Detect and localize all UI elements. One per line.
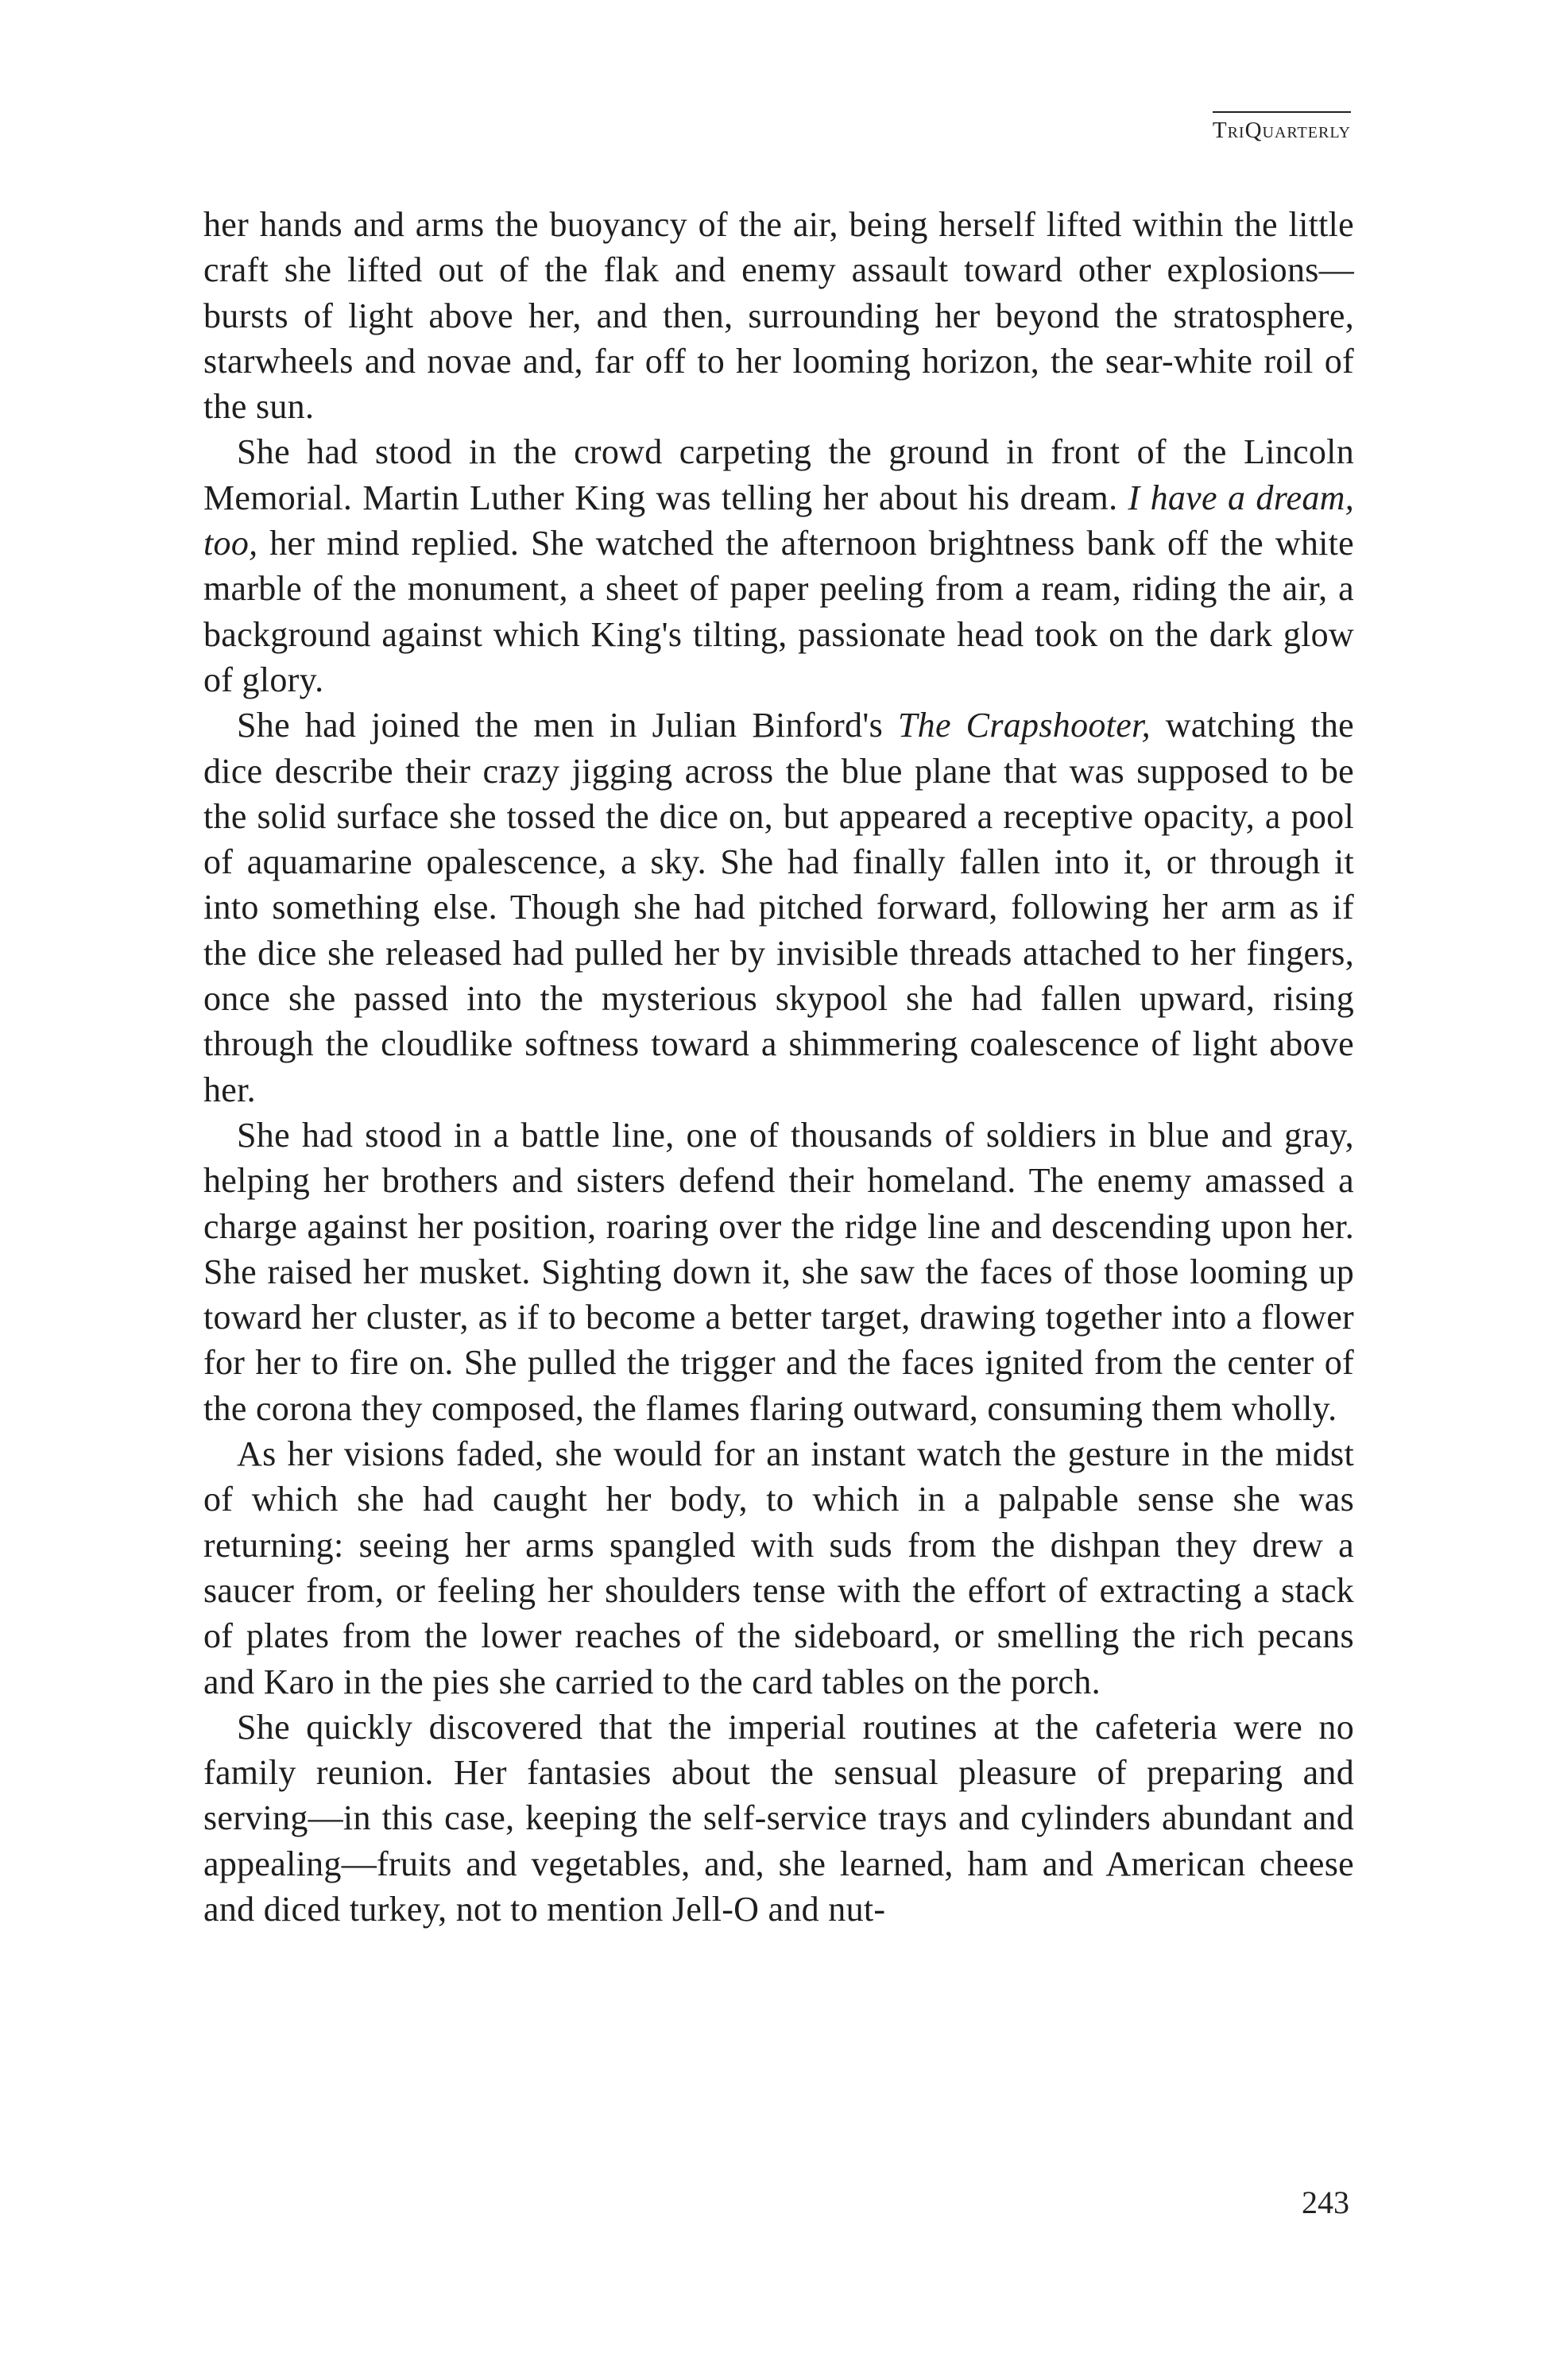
body-text (203, 202, 1354, 1932)
running-head: TriQuarterly (1213, 111, 1351, 147)
paragraph-2-italic: I have a dream, too, (203, 478, 1354, 563)
paragraph-2-lead: She had stood in the crowd carpeting the ground in front of the Lincoln Memorial. Martin Luther King was telling her about his dream. (203, 432, 1354, 517)
paragraph-6: She quickly discovered that the imperial routines at the cafeteria were no family reunion. Her fantasies about the sensual pleasure of preparing and serving—in this case, keeping the self-service trays and cylinders abundant and appealing—fruits and vegetables, and, she learned, ham and American cheese and diced turkey, not to mention Jell-O and nut- (203, 1707, 1354, 1929)
paragraph-5: As her visions faded, she would for an instant watch the gesture in the midst of which she had caught her body, to which in a palpable sense she was returning: seeing her arms spangled with suds from the dishpan they drew a saucer from, or feeling her shoulders tense with the effort of extracting a stack of plates from the lower reaches of the sideboard, or smelling the rich pecans and Karo in the pies she carried to the card tables on the porch. (203, 1434, 1354, 1701)
paragraph-3 (203, 702, 1354, 1113)
paragraph-3-lead: She had joined the men in Julian Binford's (237, 706, 898, 745)
paragraph-2-rest: her mind replied. She watched the afternoon brightness bank off the white marble of the monument, a sheet of paper peeling from a ream, riding the air, a background against which King's tilting, passionate head took on the dark glow of glory. (203, 524, 1354, 699)
paragraph-3-italic: The Crapshooter, (897, 706, 1151, 745)
paragraph-3-rest: watching the dice describe their crazy jigging across the blue plane that was supposed to be the solid surface she tossed the dice on, but appeared a receptive opacity, a pool of aquamarine opalescence, a sky. She had finally fallen into it, or through it into something else. Though she had pitched forward, following her arm as if the dice she released had pulled her by invisible threads attached to her fingers, once she passed into the mysterious skypool she had fallen upward, rising through the cloudlike softness toward a shimmering coalescence of light above her. (203, 706, 1354, 1109)
paragraph-2 (203, 429, 1354, 702)
page-number: 243 (1302, 2185, 1349, 2220)
paragraph-1: her hands and arms the buoyancy of the air, being herself lifted within the little craft she lifted out of the flak and enemy assault toward other explosions—bursts of light above her, and then, surrounding her beyond the stratosphere, starwheels and novae and, far off to her looming horizon, the sear-white roil of the sun. (203, 205, 1354, 427)
paragraph-4: She had stood in a battle line, one of thousands of soldiers in blue and gray, helping her brothers and sisters defend their homeland. The enemy amassed a charge against her position, roaring over the ridge line and descending upon her. She raised her musket. Sighting down it, she saw the faces of those looming up toward her cluster, as if to become a better target, drawing together into a flower for her to fire on. She pulled the trigger and the faces ignited from the center of the corona they composed, the flames flaring outward, consuming them wholly. (203, 1115, 1354, 1428)
